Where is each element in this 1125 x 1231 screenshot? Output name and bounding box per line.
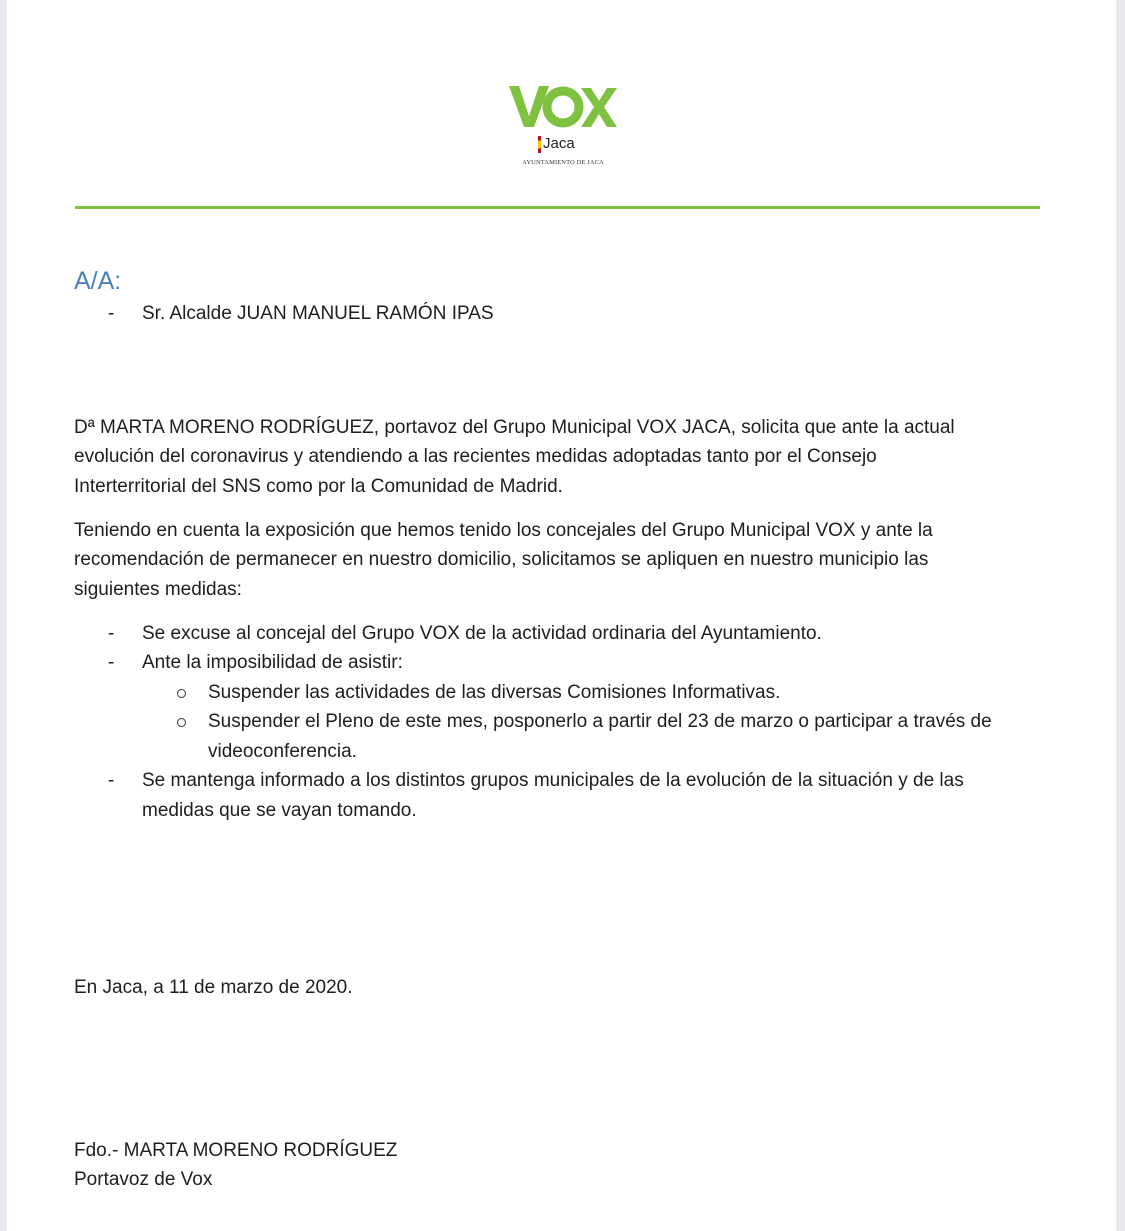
paragraph1-line: Interterritorial del SNS como por la Comunidad de Madrid. <box>74 476 563 497</box>
sub-measure-item: Suspender el Pleno de este mes, posponerlo a partir del 23 de marzo o participar a través de <box>208 711 992 732</box>
document-page <box>7 0 1116 1231</box>
measure-bullet: - <box>108 623 115 644</box>
vox-jaca-logo <box>507 80 627 175</box>
measure-item: Se mantenga informado a los distintos grupos municipales de la evolución de la situación y de las <box>142 770 964 791</box>
measure-item-continued: medidas que se vayan tomando. <box>142 800 417 821</box>
sub-bullet-circle-icon <box>177 689 186 698</box>
paragraph2-line: recomendación de permanecer en nuestro domicilio, solicitamos se apliquen en nuestro municipio las <box>74 549 929 570</box>
paragraph1-line: evolución del coronavirus y atendiendo a las recientes medidas adoptadas tanto por el Consejo <box>74 446 877 467</box>
measure-bullet: - <box>108 652 115 673</box>
measure-item: Ante la imposibilidad de asistir: <box>142 652 403 673</box>
header-divider <box>75 206 1040 209</box>
logo-city-row <box>538 134 575 154</box>
sub-bullet-circle-icon <box>177 718 186 727</box>
paragraph2-line: Teniendo en cuenta la exposición que hemos tenido los concejales del Grupo Municipal VOX y ante la <box>74 520 933 541</box>
signature-name: Fdo.- MARTA MORENO RODRÍGUEZ <box>74 1140 398 1161</box>
sub-measure-item: Suspender las actividades de las diversas Comisiones Informativas. <box>208 682 781 703</box>
spain-flag-icon <box>538 136 541 153</box>
recipient-heading: A/A: <box>74 267 122 295</box>
recipient-name: Sr. Alcalde JUAN MANUEL RAMÓN IPAS <box>142 303 494 324</box>
signature-role: Portavoz de Vox <box>74 1169 213 1190</box>
sub-measure-item-continued: videoconferencia. <box>208 741 357 762</box>
vox-wordmark-logo <box>507 80 617 134</box>
logo-subtitle: AYUNTAMIENTO DE JACA <box>522 159 604 166</box>
place-date: En Jaca, a 11 de marzo de 2020. <box>74 977 353 998</box>
measure-item: Se excuse al concejal del Grupo VOX de la actividad ordinaria del Ayuntamiento. <box>142 623 822 644</box>
paragraph2-line: siguientes medidas: <box>74 579 242 600</box>
recipient-bullet: - <box>108 303 115 324</box>
paragraph1-line: Dª MARTA MORENO RODRÍGUEZ, portavoz del Grupo Municipal VOX JACA, solicita que ante la actual <box>74 417 955 438</box>
logo-city: Jaca <box>543 135 575 152</box>
measure-bullet: - <box>108 770 115 791</box>
